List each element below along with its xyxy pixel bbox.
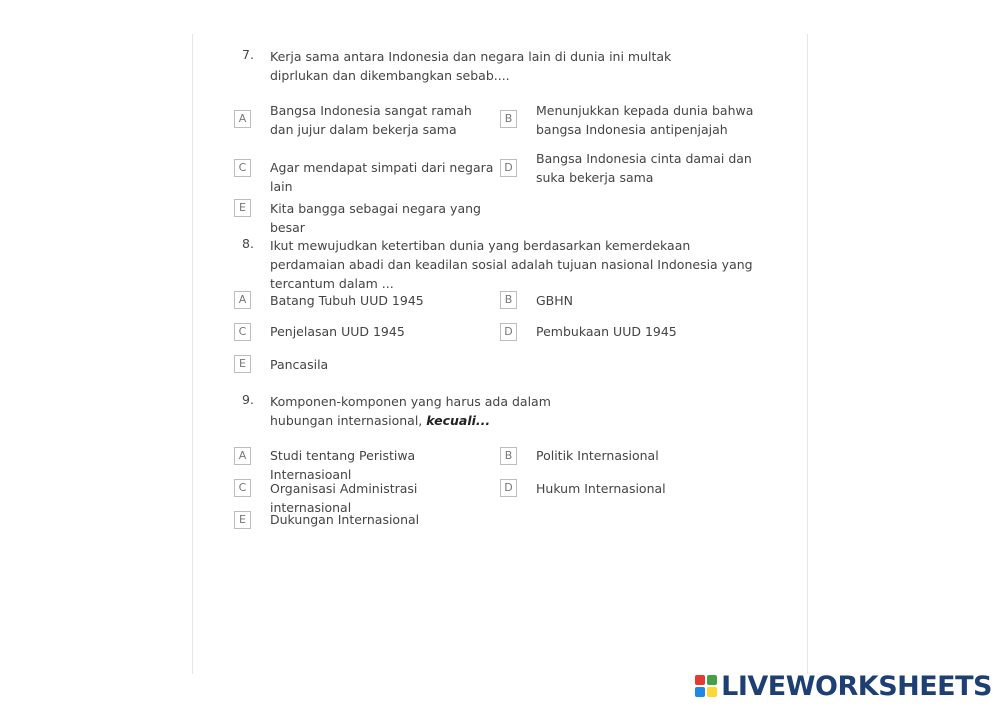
question-text-emphasis: kecuali...: [426, 413, 491, 428]
option-c-checkbox[interactable]: C: [234, 479, 251, 497]
question-number: 7.: [242, 47, 254, 62]
page-left-border: [192, 34, 193, 674]
option-c-checkbox[interactable]: C: [234, 159, 251, 177]
option-d-checkbox[interactable]: D: [500, 479, 517, 497]
option-e-text: Dukungan Internasional: [270, 512, 420, 527]
option-b-checkbox[interactable]: B: [500, 291, 517, 309]
logo-tile-yellow: [707, 687, 717, 697]
logo-text: LIVEWORKSHEETS: [721, 670, 992, 702]
question-text: Ikut mewujudkan ketertiban dunia yang berdasarkan kemerdekaan perdamaian abadi dan keadilan sosial adalah tujuan nasional Indonesia yang tercantum dalam ...: [270, 238, 753, 291]
option-b-text: Politik Internasional: [536, 448, 659, 463]
logo-tile-red: [695, 675, 705, 685]
option-c-checkbox[interactable]: C: [234, 323, 251, 341]
option-a-text: Bangsa Indonesia sangat ramah dan jujur dalam bekerja sama: [270, 103, 472, 137]
liveworksheets-logo: [695, 670, 992, 702]
option-a-text: Batang Tubuh UUD 1945: [270, 293, 424, 308]
option-d-text: Hukum Internasional: [536, 481, 666, 496]
logo-tile-green: [707, 675, 717, 685]
question-text: Kerja sama antara Indonesia dan negara lain di dunia ini multak diprlukan dan dikembangkan sebab....: [270, 49, 672, 83]
option-c-text: Organisasi Administrasi internasional: [270, 481, 418, 515]
question-number: 8.: [242, 236, 254, 251]
logo-tile-blue: [695, 687, 705, 697]
question-text-main: Komponen-komponen yang harus ada dalam hubungan internasional,: [270, 394, 551, 428]
option-d-checkbox[interactable]: D: [500, 323, 517, 341]
option-d-text: Pembukaan UUD 1945: [536, 324, 677, 339]
option-e-text: Pancasila: [270, 357, 329, 372]
option-a-checkbox[interactable]: A: [234, 291, 251, 309]
option-e-checkbox[interactable]: E: [234, 511, 251, 529]
option-b-text: Menunjukkan kepada dunia bahwa bangsa Indonesia antipenjajah: [536, 103, 754, 137]
option-e-checkbox[interactable]: E: [234, 199, 251, 217]
option-b-checkbox[interactable]: B: [500, 447, 517, 465]
option-a-checkbox[interactable]: A: [234, 447, 251, 465]
option-c-text: Agar mendapat simpati dari negara lain: [270, 160, 494, 194]
option-c-text: Penjelasan UUD 1945: [270, 324, 405, 339]
option-b-text: GBHN: [536, 293, 574, 308]
option-e-checkbox[interactable]: E: [234, 355, 251, 373]
logo-tiles-icon: [695, 675, 717, 697]
option-a-text: Studi tentang Peristiwa Internasioanl: [270, 448, 416, 482]
option-a-checkbox[interactable]: A: [234, 110, 251, 128]
page-right-border: [807, 34, 808, 674]
question-text: [270, 392, 600, 430]
option-b-checkbox[interactable]: B: [500, 110, 517, 128]
question-number: 9.: [242, 392, 254, 407]
option-d-checkbox[interactable]: D: [500, 159, 517, 177]
option-d-text: Bangsa Indonesia cinta damai dan suka bekerja sama: [536, 151, 752, 185]
option-e-text: Kita bangga sebagai negara yang besar: [270, 201, 481, 235]
